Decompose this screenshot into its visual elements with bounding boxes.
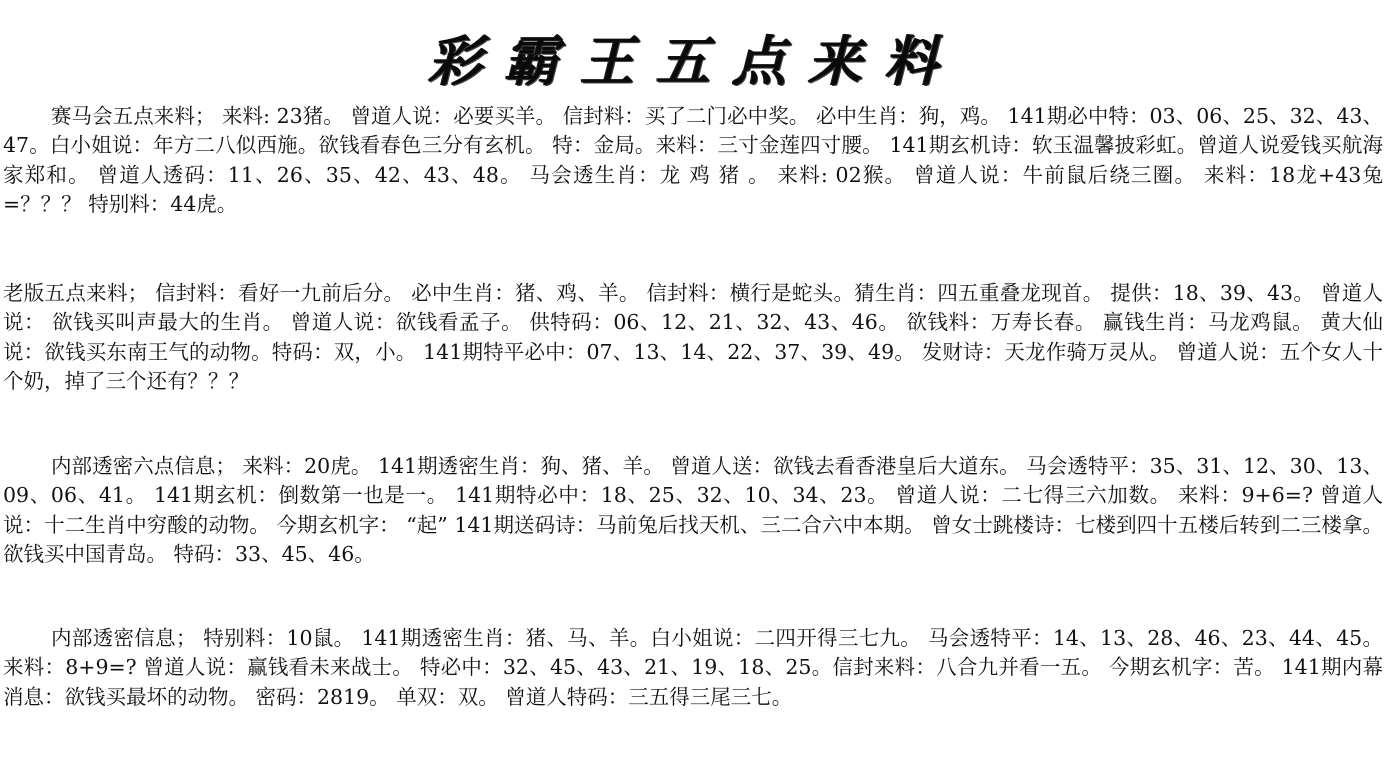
page-title: 彩霸王五点来料 — [428, 29, 960, 93]
paragraph-neibu: 内部透密信息； 特别料：10鼠。 141期透密生肖：猪、马、羊。白小姐说：二四开得三七九。 马会透特平：14、13、28、46、23、44、45。来料：8+9=? 曾道人说：赢钱看未来战士。 特必中：32、45、43、21、19、18、25。信封来料：八合九并看一五。 今期玄机字：苦。 141期内幕消息：欲钱买最坏的动物。 密码：2819。 单双：双。 曾道人特码：三五得三尾三七。 — [3, 626, 1383, 709]
paragraph-saima: 赛马会五点来料； 来料: 23猪。 曾道人说：必要买羊。 信封料：买了二门必中奖。 必中生肖：狗，鸡。 141期必中特：03、06、25、32、43、47。白小姐说：年方二八似西施。欲钱看春色三分有玄机。 特：金局。来料：三寸金莲四寸腰。 141期玄机诗：软玉温馨披彩虹。曾道人说爱钱买航海家郑和。 曾道人透码：11、26、35、42、43、48。 马会透生肖：龙 鸡 猪 。 来料: 02猴。 曾道人说：牛前鼠后绕三圈。 来料：18龙+43兔=？？？ 特别料：44虎。 — [3, 104, 1383, 216]
paragraph-laoban: 老版五点来料； 信封料：看好一九前后分。 必中生肖：猪、鸡、羊。 信封料：横行是蛇头。猜生肖：四五重叠龙现首。 提供：18、39、43。 曾道人说： 欲钱买叫声最大的生肖。 曾道人说：欲钱看孟子。 供特码：06、12、21、32、43、46。 欲钱料：万寿长春。 赢钱生肖：马龙鸡鼠。 黄大仙说：欲钱买东南王气的动物。特码：双，小。 141期特平必中：07、13、14、22、37、39、49。 发财诗：天龙作骑万灵从。 曾道人说：五个女人十个奶，掉了三个还有？？？ — [3, 281, 1383, 393]
paragraph-neibu-six: 内部透密六点信息； 来料：20虎。 141期透密生肖：狗、猪、羊。 曾道人送：欲钱去看香港皇后大道东。 马会透特平：35、31、12、30、13、09、06、41。 141期玄机：倒数第一也是一。 141期特必中：18、25、32、10、34、23。 曾道人说：二七得三六加数。 来料：9+6=? 曾道人说：十二生肖中穷酸的动物。 今期玄机字： “起” 141期送码诗：马前兔后找天机、三二合六中本期。 曾女士跳楼诗：七楼到四十五楼后转到二三楼拿。 欲钱买中国青岛。 特码：33、45、46。 — [3, 454, 1383, 566]
